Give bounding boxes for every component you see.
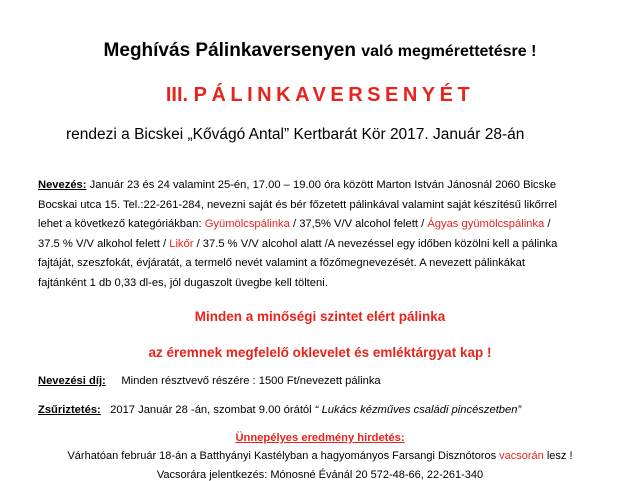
registration-label: Nevezés: [38,179,87,191]
results-text-a: Várhatóan február 18-án a Batthyányi Kastélyban a hagyományos Farsangi Disznótoros [67,450,500,462]
results-text-b: lesz ! [543,450,573,462]
title-main: Meghívás Pálinkaversenyen [103,40,356,61]
category-fruit-palinka: Gyümölcspálinka [204,218,290,230]
results-text [0,450,640,462]
highlight-line-1: Minden a minőségi szintet elért pálinka [194,309,446,324]
judging [38,404,521,416]
category-liqueur: Likőr [169,237,194,250]
reg-line-2: Bocskai utca 15. Tel.:22-261-284, nevezni saját és bér főzetett pálinkával valamint saját készítésű likőrrel [38,198,558,211]
reg-line-1 [38,176,618,196]
highlight-line-2: az éremnek megfelelő oklevelet és emléktárgyat kap ! [148,345,492,360]
reg-line-6: fajtánként 1 db 0,33 dl-es, jól dugaszolt üvegbe kell tölteni. [38,276,328,289]
reg-line1-text: Január 23 és 24 valamint 25-én, 17.00 – 19.00 óra között Marton István Jánosnál 2060 Bicske [89,179,557,191]
dinner-word: vacsorán [499,450,544,462]
reg-line-5: fajtáját, szeszfokát, évjáratát, a termelő nevét valamint a főzőmegnevezését. A nevezett pálinkákat [38,257,525,269]
category-bedded-palinka: Ágyas gyümölcspálinka [427,218,545,230]
fee-label: Nevezési díj: [38,375,106,387]
reg-line-3 [38,215,618,235]
competition-subtitle [0,84,640,107]
dinner-signup: Vacsorára jelentkezés: Mónosné Évánál 20 572-48-66, 22-261-340 [156,469,484,481]
jury-label: Zsűriztetés: [38,404,101,416]
reg-line3-b: / 37,5% V/V alcohol felett / [289,218,428,230]
jury-place: “ Lukács kézműves családi pincészetben” [314,404,522,416]
subtitle-spaced: PÁLINKAVERSENYÉT [193,84,475,106]
reg-line4-a: 37.5 % V/V alkohol felett / [38,237,170,250]
invitation-title [0,40,640,62]
reg-line4-b: / 37.5 % V/V alcohol alatt /A nevezéssel egy időben közölni kell a pálinka [193,237,558,250]
reg-line-4 [38,235,618,255]
title-rest: való megmérettetésre ! [361,43,537,60]
jury-text: 2017 Január 28 -án, szombat 9.00 órától [110,404,315,416]
reg-line3-c: / [544,218,551,230]
reg-line3-a: lehet a következő kategóriákban: [38,218,205,230]
entry-fee [38,375,381,387]
organizer-line: rendezi a Bicskei „Kővágó Antal” Kertbarát Kör 2017. Január 28-án [66,126,525,143]
fee-text: Minden résztvevő részére : 1500 Ft/nevezett pálinka [121,375,381,387]
results-heading: Ünnepélyes eredmény hirdetés: [235,432,405,444]
subtitle-prefix: III. [165,84,189,106]
registration-paragraph [38,176,618,293]
